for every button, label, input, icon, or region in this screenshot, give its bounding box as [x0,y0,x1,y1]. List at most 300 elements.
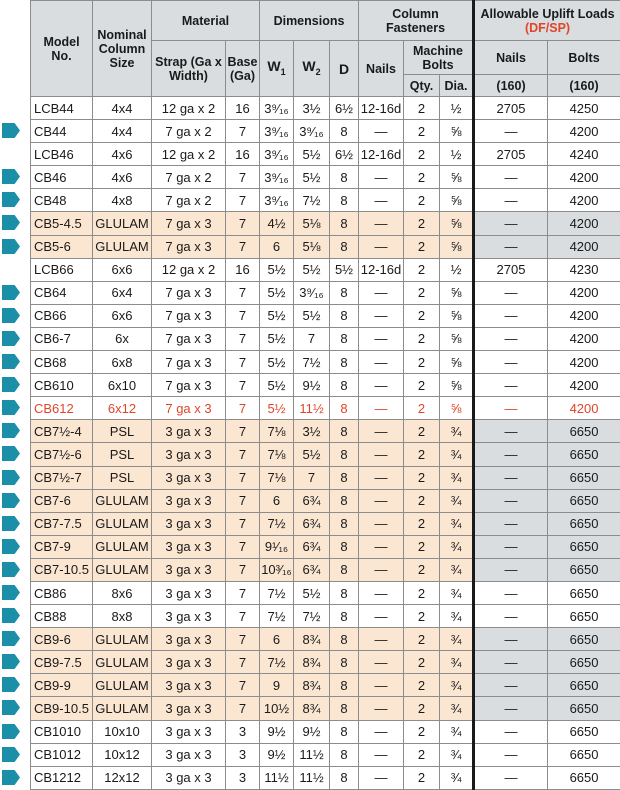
cell-nails: — [359,235,404,258]
cell-w1: 7⅛ [260,420,294,443]
cell-uplift-bolts: 6650 [548,697,620,720]
cell-d: 8 [330,281,359,304]
cell-w2: 5½ [294,258,330,281]
cell-uplift-nails: — [474,212,548,235]
column-base-spec-table [30,0,620,790]
arrow-right-icon [2,470,20,485]
cell-d: 8 [330,628,359,651]
cell-w2: 9½ [294,720,330,743]
cell-uplift-nails: — [474,120,548,143]
cell-model-no: CB7½-4 [31,420,93,443]
header-qty: Qty. [404,75,440,97]
cell-model-no: CB44 [31,120,93,143]
cell-uplift-bolts: 4230 [548,258,620,281]
cell-d: 8 [330,697,359,720]
w2-subscript: 2 [316,66,321,76]
cell-uplift-nails: — [474,420,548,443]
header-w2 [294,41,330,97]
cell-uplift-bolts: 6650 [548,581,620,604]
cell-bolt-qty: 2 [404,397,440,420]
cell-nominal-size: 12x12 [93,766,152,789]
cell-bolt-dia: ⅝ [440,235,474,258]
cell-bolt-dia: ¾ [440,558,474,581]
cell-model-no: CB5-4.5 [31,212,93,235]
cell-model-no: CB6-7 [31,327,93,350]
cell-bolt-dia: ⅝ [440,212,474,235]
cell-w1: 5½ [260,374,294,397]
cell-nominal-size: 6x4 [93,281,152,304]
cell-bolt-qty: 2 [404,466,440,489]
cell-w1: 6 [260,235,294,258]
cell-model-no: CB9-7.5 [31,651,93,674]
cell-w1: 9½ [260,720,294,743]
cell-uplift-nails: 2705 [474,143,548,166]
cell-bolt-dia: ¾ [440,674,474,697]
cell-strap: 3 ga x 3 [152,766,226,789]
cell-model-no: CB1010 [31,720,93,743]
cell-uplift-bolts: 4200 [548,189,620,212]
table-row [31,489,620,512]
header-material: Material [152,1,260,41]
cell-w2: 8¾ [294,651,330,674]
cell-nominal-size: GLULAM [93,235,152,258]
table-row [31,512,620,535]
cell-bolt-qty: 2 [404,212,440,235]
cell-w2: 5⅛ [294,212,330,235]
header-duration-bolts: (160) [548,75,620,97]
cell-nails: — [359,212,404,235]
cell-nominal-size: 4x6 [93,143,152,166]
cell-w2: 5½ [294,581,330,604]
cell-bolt-qty: 2 [404,97,440,120]
cell-bolt-dia: ⅝ [440,304,474,327]
cell-bolt-dia: ¾ [440,766,474,789]
cell-uplift-bolts: 4200 [548,327,620,350]
cell-strap: 7 ga x 3 [152,397,226,420]
header-uplift-bolts: Bolts [548,41,620,75]
cell-d: 8 [330,720,359,743]
cell-w2: 6¾ [294,512,330,535]
cell-bolt-dia: ¾ [440,697,474,720]
cell-d: 8 [330,189,359,212]
cell-bolt-qty: 2 [404,558,440,581]
cell-strap: 7 ga x 3 [152,374,226,397]
cell-nominal-size: 6x8 [93,351,152,374]
cell-base-ga: 7 [226,466,260,489]
arrow-right-icon [2,747,20,762]
cell-nails: — [359,304,404,327]
cell-base-ga: 7 [226,281,260,304]
cell-uplift-nails: — [474,697,548,720]
cell-w1: 7½ [260,651,294,674]
cell-bolt-dia: ¾ [440,651,474,674]
cell-base-ga: 7 [226,351,260,374]
cell-strap: 3 ga x 3 [152,535,226,558]
cell-model-no: LCB44 [31,97,93,120]
arrow-right-icon [2,123,20,138]
table-row [31,720,620,743]
cell-w1: 7⅛ [260,443,294,466]
cell-d: 8 [330,743,359,766]
cell-bolt-dia: ⅝ [440,281,474,304]
cell-nominal-size: PSL [93,443,152,466]
cell-w1: 5½ [260,327,294,350]
cell-model-no: CB88 [31,605,93,628]
cell-uplift-bolts: 6650 [548,766,620,789]
cell-uplift-bolts: 4200 [548,351,620,374]
w2-letter: W [302,58,315,74]
cell-w2: 7 [294,466,330,489]
cell-nails: 12-16d [359,258,404,281]
cell-bolt-dia: ½ [440,143,474,166]
cell-bolt-dia: ⅝ [440,189,474,212]
cell-uplift-nails: — [474,166,548,189]
header-d: D [330,41,359,97]
cell-bolt-dia: ½ [440,258,474,281]
cell-strap: 7 ga x 3 [152,235,226,258]
cell-bolt-dia: ⅝ [440,374,474,397]
cell-nominal-size: GLULAM [93,512,152,535]
header-dia: Dia. [440,75,474,97]
cell-d: 8 [330,605,359,628]
cell-uplift-bolts: 6650 [548,558,620,581]
cell-uplift-bolts: 4200 [548,304,620,327]
cell-model-no: CB7-9 [31,535,93,558]
cell-nails: — [359,327,404,350]
table-row [31,697,620,720]
cell-uplift-nails: — [474,558,548,581]
cell-bolt-qty: 2 [404,674,440,697]
cell-bolt-dia: ⅝ [440,120,474,143]
cell-uplift-bolts: 4200 [548,166,620,189]
arrow-right-icon [2,562,20,577]
header-column-fasteners: Column Fasteners [359,1,474,41]
header-uplift-loads [474,1,620,41]
cell-w2: 5½ [294,443,330,466]
cell-nominal-size: 4x4 [93,97,152,120]
cell-d: 8 [330,766,359,789]
cell-nominal-size: GLULAM [93,651,152,674]
cell-strap: 3 ga x 3 [152,720,226,743]
cell-w1: 9 [260,674,294,697]
cell-bolt-dia: ¾ [440,512,474,535]
cell-d: 8 [330,535,359,558]
cell-d: 8 [330,212,359,235]
cell-bolt-qty: 2 [404,166,440,189]
cell-nails: — [359,374,404,397]
cell-strap: 3 ga x 3 [152,743,226,766]
cell-w1: 10³⁄₁₆ [260,558,294,581]
cell-model-no: CB7-6 [31,489,93,512]
arrow-right-icon [2,631,20,646]
cell-uplift-bolts: 6650 [548,743,620,766]
cell-uplift-bolts: 6650 [548,466,620,489]
cell-bolt-dia: ⅝ [440,351,474,374]
cell-w1: 3⁹⁄₁₆ [260,97,294,120]
arrow-right-icon [2,539,20,554]
cell-uplift-nails: — [474,189,548,212]
cell-w2: 7½ [294,605,330,628]
cell-uplift-nails: — [474,304,548,327]
table-row [31,466,620,489]
cell-bolt-dia: ¾ [440,628,474,651]
cell-uplift-bolts: 4200 [548,397,620,420]
table-row [31,143,620,166]
table-row [31,558,620,581]
cell-w2: 8¾ [294,674,330,697]
cell-bolt-qty: 2 [404,281,440,304]
arrow-right-icon [2,239,20,254]
cell-uplift-nails: — [474,581,548,604]
cell-w2: 3½ [294,97,330,120]
cell-bolt-qty: 2 [404,743,440,766]
cell-base-ga: 7 [226,235,260,258]
cell-nominal-size: GLULAM [93,628,152,651]
cell-d: 8 [330,466,359,489]
cell-model-no: CB7½-7 [31,466,93,489]
cell-uplift-bolts: 6650 [548,720,620,743]
cell-base-ga: 7 [226,397,260,420]
cell-uplift-bolts: 4200 [548,235,620,258]
uplift-title: Allowable Uplift Loads [475,7,620,21]
cell-bolt-qty: 2 [404,420,440,443]
cell-d: 8 [330,420,359,443]
cell-strap: 3 ga x 3 [152,628,226,651]
cell-nails: — [359,558,404,581]
cell-w1: 11½ [260,766,294,789]
cell-w2: 3½ [294,420,330,443]
header-dimensions: Dimensions [260,1,359,41]
cell-bolt-dia: ¾ [440,420,474,443]
cell-base-ga: 3 [226,720,260,743]
cell-uplift-bolts: 4200 [548,374,620,397]
cell-model-no: CB48 [31,189,93,212]
cell-strap: 3 ga x 3 [152,420,226,443]
table-row [31,327,620,350]
cell-bolt-qty: 2 [404,581,440,604]
cell-w1: 3⁹⁄₁₆ [260,189,294,212]
cell-nails: — [359,674,404,697]
cell-uplift-nails: — [474,674,548,697]
cell-nails: — [359,166,404,189]
cell-uplift-nails: — [474,235,548,258]
cell-w2: 8¾ [294,697,330,720]
cell-base-ga: 16 [226,143,260,166]
cell-w1: 5½ [260,258,294,281]
cell-uplift-nails: — [474,374,548,397]
cell-base-ga: 7 [226,628,260,651]
cell-nails: 12-16d [359,143,404,166]
cell-w1: 9½ [260,743,294,766]
cell-nails: — [359,651,404,674]
cell-bolt-qty: 2 [404,258,440,281]
w1-letter: W [267,58,280,74]
cell-nominal-size: GLULAM [93,558,152,581]
cell-d: 8 [330,397,359,420]
cell-model-no: CB9-10.5 [31,697,93,720]
cell-uplift-bolts: 4200 [548,120,620,143]
arrow-right-icon [2,285,20,300]
cell-base-ga: 7 [226,374,260,397]
cell-bolt-qty: 2 [404,120,440,143]
header-base: Base (Ga) [226,41,260,97]
cell-model-no: CB66 [31,304,93,327]
cell-bolt-qty: 2 [404,605,440,628]
cell-d: 8 [330,327,359,350]
cell-strap: 12 ga x 2 [152,97,226,120]
cell-bolt-qty: 2 [404,651,440,674]
cell-w1: 3⁹⁄₁₆ [260,120,294,143]
cell-w1: 7½ [260,512,294,535]
cell-d: 8 [330,512,359,535]
cell-model-no: CB7-7.5 [31,512,93,535]
cell-model-no: CB5-6 [31,235,93,258]
cell-d: 6½ [330,143,359,166]
header-model-no: Model No. [31,1,93,97]
cell-nails: — [359,605,404,628]
cell-strap: 3 ga x 3 [152,558,226,581]
cell-model-no: CB68 [31,351,93,374]
cell-base-ga: 7 [226,581,260,604]
cell-nominal-size: PSL [93,420,152,443]
cell-bolt-dia: ¾ [440,535,474,558]
cell-uplift-bolts: 6650 [548,443,620,466]
table-row [31,189,620,212]
arrow-right-icon [2,446,20,461]
cell-uplift-nails: — [474,489,548,512]
cell-w2: 8¾ [294,628,330,651]
table-row [31,443,620,466]
cell-bolt-qty: 2 [404,535,440,558]
cell-base-ga: 7 [226,558,260,581]
cell-bolt-qty: 2 [404,235,440,258]
table-row [31,166,620,189]
cell-base-ga: 7 [226,535,260,558]
cell-strap: 7 ga x 3 [152,351,226,374]
cell-d: 8 [330,651,359,674]
cell-w2: 11½ [294,397,330,420]
table-row [31,120,620,143]
cell-uplift-nails: — [474,512,548,535]
arrow-right-icon [2,724,20,739]
cell-nails: — [359,420,404,443]
cell-uplift-nails: — [474,651,548,674]
table-row [31,281,620,304]
cell-nominal-size: 8x8 [93,605,152,628]
table-row [31,304,620,327]
cell-base-ga: 7 [226,189,260,212]
cell-strap: 3 ga x 3 [152,443,226,466]
cell-model-no: LCB46 [31,143,93,166]
cell-d: 8 [330,581,359,604]
table-row [31,766,620,789]
cell-nominal-size: 4x8 [93,189,152,212]
table-row [31,235,620,258]
cell-model-no: LCB66 [31,258,93,281]
cell-d: 8 [330,443,359,466]
cell-strap: 7 ga x 2 [152,189,226,212]
cell-uplift-bolts: 6650 [548,512,620,535]
cell-bolt-dia: ½ [440,97,474,120]
cell-nails: — [359,189,404,212]
cell-w2: 11½ [294,743,330,766]
cell-model-no: CB86 [31,581,93,604]
cell-base-ga: 3 [226,766,260,789]
cell-model-no: CB64 [31,281,93,304]
cell-bolt-qty: 2 [404,374,440,397]
cell-base-ga: 7 [226,120,260,143]
arrow-right-icon [2,585,20,600]
cell-w1: 9¹⁄₁₆ [260,535,294,558]
cell-base-ga: 7 [226,651,260,674]
cell-nominal-size: GLULAM [93,697,152,720]
cell-d: 8 [330,235,359,258]
cell-bolt-dia: ¾ [440,720,474,743]
cell-nails: — [359,581,404,604]
cell-nominal-size: GLULAM [93,212,152,235]
cell-base-ga: 7 [226,512,260,535]
arrow-right-icon [2,654,20,669]
cell-d: 8 [330,304,359,327]
cell-uplift-bolts: 6650 [548,605,620,628]
table-row [31,374,620,397]
cell-w1: 4½ [260,212,294,235]
cell-uplift-bolts: 4200 [548,212,620,235]
cell-d: 6½ [330,97,359,120]
cell-model-no: CB9-6 [31,628,93,651]
cell-nails: — [359,766,404,789]
cell-base-ga: 7 [226,166,260,189]
cell-strap: 3 ga x 3 [152,466,226,489]
cell-w1: 7½ [260,581,294,604]
cell-nails: — [359,397,404,420]
cell-w2: 3⁹⁄₁₆ [294,120,330,143]
cell-uplift-bolts: 6650 [548,628,620,651]
cell-strap: 12 ga x 2 [152,258,226,281]
cell-w2: 6¾ [294,558,330,581]
table-row [31,97,620,120]
cell-model-no: CB9-9 [31,674,93,697]
cell-w1: 5½ [260,281,294,304]
uplift-species: (DF/SP) [475,21,620,35]
arrow-right-icon [2,169,20,184]
cell-w1: 6 [260,489,294,512]
cell-w2: 5⅛ [294,235,330,258]
cell-bolt-dia: ¾ [440,581,474,604]
cell-uplift-nails: 2705 [474,97,548,120]
cell-model-no: CB1012 [31,743,93,766]
cell-bolt-qty: 2 [404,512,440,535]
table-row [31,628,620,651]
header-nails: Nails [359,41,404,97]
cell-bolt-qty: 2 [404,489,440,512]
cell-uplift-nails: — [474,720,548,743]
cell-bolt-dia: ¾ [440,743,474,766]
cell-nails: — [359,628,404,651]
arrow-right-icon [2,377,20,392]
cell-nails: — [359,351,404,374]
cell-w1: 7⅛ [260,466,294,489]
header-duration-nails: (160) [474,75,548,97]
cell-strap: 7 ga x 3 [152,304,226,327]
cell-uplift-nails: — [474,443,548,466]
cell-w2: 6¾ [294,489,330,512]
cell-bolt-qty: 2 [404,143,440,166]
cell-w1: 6 [260,628,294,651]
header-machine-bolts: Machine Bolts [404,41,474,75]
cell-nails: — [359,443,404,466]
cell-strap: 3 ga x 3 [152,651,226,674]
